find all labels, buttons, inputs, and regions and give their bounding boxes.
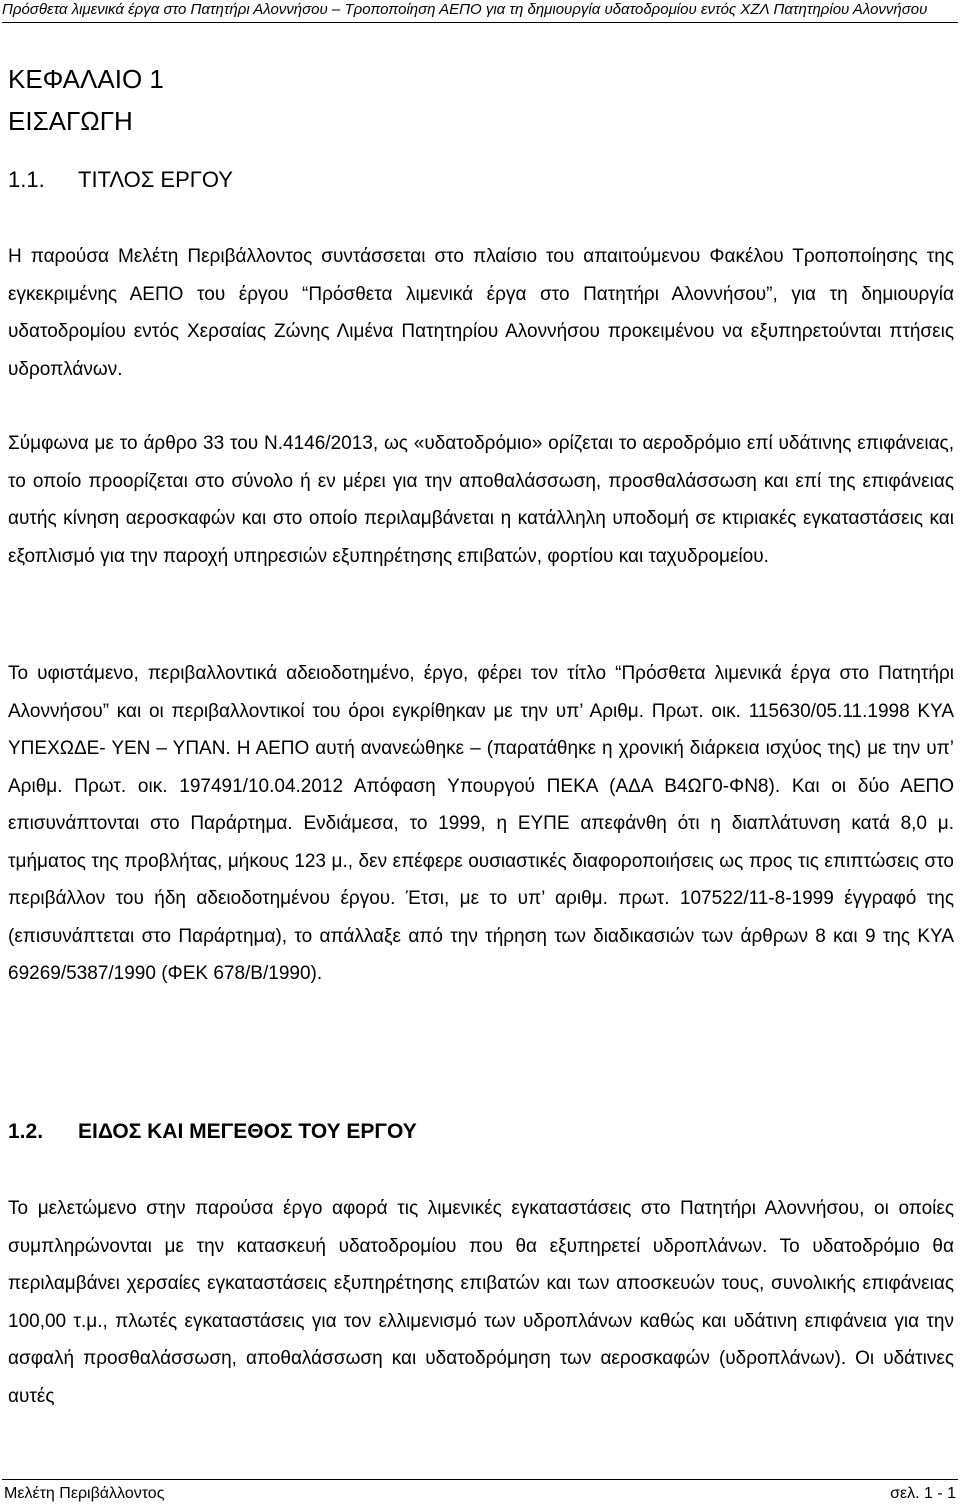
- section-heading-1-1: [8, 167, 233, 193]
- section-heading-1-2: [8, 1120, 417, 1144]
- section-number: 1.2.: [8, 1120, 44, 1143]
- running-title: Πρόσθετα λιμενικά έργα στο Πατητήρι Αλοννήσου – Τροποποίηση ΑΕΠΟ για τη δημιουργία υδατοδρομίου εντός ΧΖΛ Πατητηρίου Αλοννήσου: [2, 1, 928, 18]
- paragraph: Η παρούσα Μελέτη Περιβάλλοντος συντάσσεται στο πλαίσιο του απαιτούμενου Φακέλου Τροποποίησης της εγκεκριμένης ΑΕΠΟ του έργου “Πρόσθετα λιμενικά έργα στο Πατητήρι Αλοννήσου”, για τη δημιουργία υδατοδρομίου εντός Χερσαίας Ζώνης Λιμένα Πατητηρίου Αλοννήσου προκειμένου να εξυπηρετούνται πτήσεις υδροπλάνων.: [8, 246, 954, 380]
- section-number: 1.1.: [8, 167, 45, 192]
- paragraph: Το μελετώμενο στην παρούσα έργο αφορά τις λιμενικές εγκαταστάσεις στο Πατητήρι Αλοννήσου, οι οποίες συμπληρώνονται με την κατασκευή υδατοδρομίου που θα εξυπηρετεί υδροπλάνων. Το υδατοδρόμιο θα περιλαμβάνει χερσαίες εγκαταστάσεις εξυπηρέτησης επιβατών και των αποσκευών τους, συνολικής επιφάνειας 100,00 τ.μ., πλωτές εγκαταστάσεις για τον ελλιμενισμό των υδροπλάνων καθώς και υδάτινη επιφάνεια για την ασφαλή προσθαλάσσωση, αποθαλάσσωση και υδατοδρόμηση των αεροσκαφών (υδροπλάνων). Οι υδάτινες αυτές: [8, 1198, 954, 1407]
- paragraph: Το υφιστάμενο, περιβαλλοντικά αδειοδοτημένο, έργο, φέρει τον τίτλο “Πρόσθετα λιμενικά έργα στο Πατητήρι Αλοννήσου” και οι περιβαλλοντικοί του όροι εγκρίθηκαν με την υπ’ Αριθμ. Πρωτ. οικ. 115630/05.11.1998 ΚΥΑ ΥΠΕΧΩΔΕ- ΥΕΝ – ΥΠΑΝ. Η ΑΕΠΟ αυτή ανανεώθηκε – (παρατάθηκε η χρονική διάρκεια ισχύος της) με την υπ’ Αριθμ. Πρωτ. οικ. 197491/10.04.2012 Απόφαση Υπουργού ΠΕΚΑ (ΑΔΑ Β4ΩΓ0-ΦΝ8). Και οι δύο ΑΕΠΟ επισυνάπτονται στο Παράρτημα. Ενδιάμεσα, το 1999, η ΕΥΠΕ απεφάνθη ότι η διαπλάτυνση κατά 8,0 μ. τμήματος της προβλήτας, μήκους 123 μ., δεν επέφερε ουσιαστικές διαφοροποιήσεις ως προς τις επιπτώσεις στο περιβάλλον του ήδη αδειοδοτημένου έργου. Έτσι, με το υπ’ αριθμ. πρωτ. 107522/11-8-1999 έγγραφό της (επισυνάπτεται στο Παράρτημα), το απάλλαξε από την τήρηση των διαδικασιών των άρθρων 8 και 9 της ΚΥΑ 69269/5387/1990 (ΦΕΚ 678/Β/1990).: [8, 663, 954, 984]
- chapter-number: ΚΕΦΑΛΑΙΟ 1: [8, 64, 164, 94]
- paragraph: Σύμφωνα με το άρθρο 33 του Ν.4146/2013, ως «υδατοδρόμιο» ορίζεται το αεροδρόμιο επί υδάτινης επιφάνειας, το οποίο προορίζεται στο σύνολο ή εν μέρει για την αποθαλάσσωση, προσθαλάσσωση και επί της επιφάνειας αυτής κίνηση αεροσκαφών και στο οποίο περιλαμβάνεται η κατάλληλη υποδομή σε κτιριακές εγκαταστάσεις και εξοπλισμό για την παροχή υπηρεσιών εξυπηρέτησης επιβατών, φορτίου και ταχυδρομείου.: [8, 433, 954, 567]
- chapter-heading: [8, 58, 164, 142]
- running-header: [2, 0, 958, 23]
- chapter-title: ΕΙΣΑΓΩΓΗ: [8, 106, 133, 136]
- footer-document-name: Μελέτη Περιβάλλοντος: [4, 1485, 165, 1502]
- section-title: ΕΙΔΟΣ ΚΑΙ ΜΕΓΕΘΟΣ ΤΟΥ ΕΡΓΟΥ: [78, 1120, 417, 1143]
- section-title: ΤΙΤΛΟΣ ΕΡΓΟΥ: [78, 167, 233, 192]
- page-footer: [2, 1479, 958, 1505]
- page-number: σελ. 1 - 1: [890, 1485, 956, 1502]
